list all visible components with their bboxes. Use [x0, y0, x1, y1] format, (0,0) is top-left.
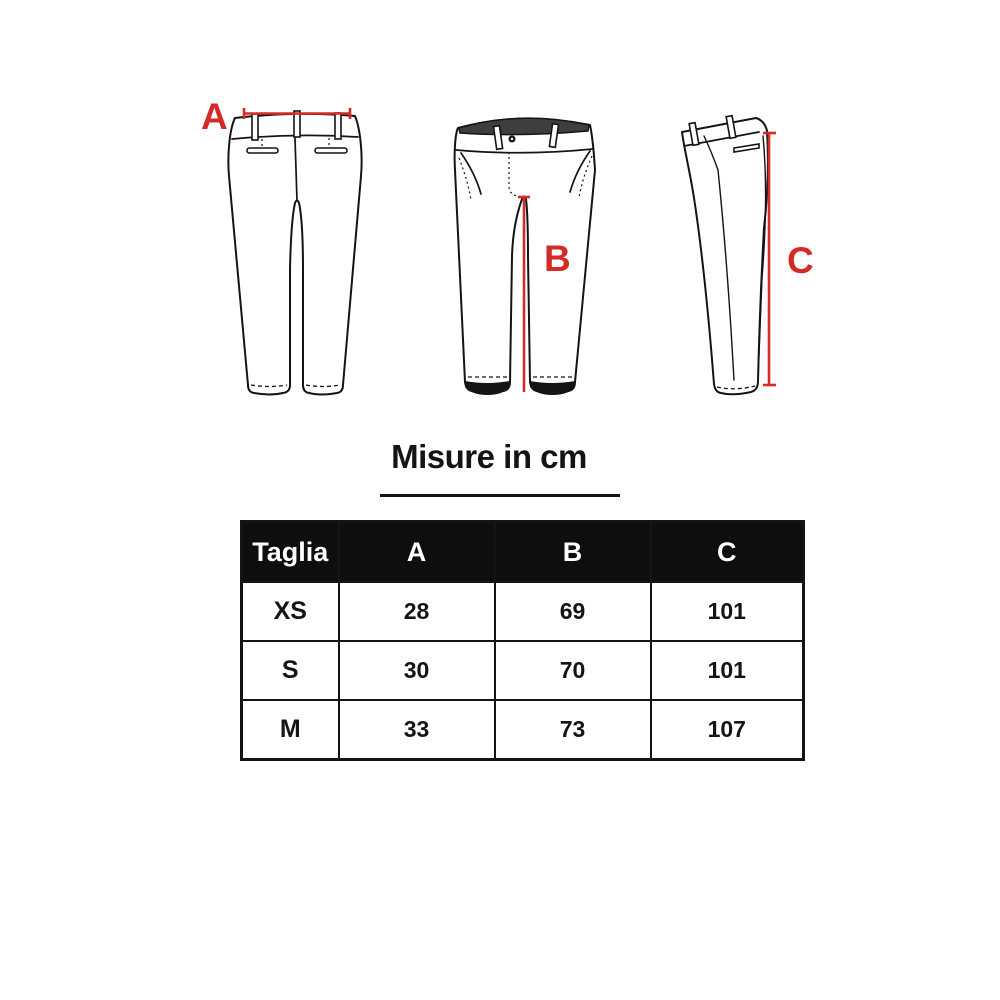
- measure-label-a: A: [201, 96, 228, 137]
- size-cell: M: [242, 700, 339, 760]
- measure-label-c: C: [787, 240, 814, 281]
- table-row-xs: [242, 582, 804, 641]
- measure-cell: 101: [651, 641, 804, 700]
- waist-button-hole: [511, 138, 513, 140]
- belt-loop: [294, 111, 300, 137]
- pants-front-view-drawing: [452, 106, 625, 400]
- header-cell-c: C: [651, 522, 804, 583]
- size-cell: XS: [242, 582, 339, 641]
- measure-cell: 69: [495, 582, 651, 641]
- measure-cell: 30: [339, 641, 495, 700]
- size-table: [240, 520, 805, 761]
- pants-side-view-drawing: [672, 108, 790, 402]
- pants-side-body: [682, 116, 768, 395]
- size-cell: S: [242, 641, 339, 700]
- belt-loop: [335, 113, 341, 139]
- belt-loop: [252, 114, 258, 140]
- page-title: Misure in cm: [391, 438, 587, 475]
- title-underline: [380, 494, 620, 497]
- measure-cell: 33: [339, 700, 495, 760]
- pants-back-view-drawing: [222, 108, 368, 403]
- measure-label-b: B: [544, 238, 571, 279]
- size-table-header-row: [242, 522, 804, 583]
- measure-cell: 73: [495, 700, 651, 760]
- header-cell-taglia: Taglia: [242, 522, 339, 583]
- dark-hem-cuff: [465, 381, 510, 395]
- table-row-m: [242, 700, 804, 760]
- pants-back-body: [228, 111, 361, 395]
- dark-hem-cuff: [530, 381, 575, 395]
- header-cell-b: B: [495, 522, 651, 583]
- back-welt-pocket: [247, 148, 278, 153]
- table-row-s: [242, 641, 804, 700]
- measure-cell: 101: [651, 582, 804, 641]
- back-welt-pocket: [315, 148, 347, 153]
- measure-cell: 28: [339, 582, 495, 641]
- header-cell-a: A: [339, 522, 495, 583]
- measure-cell: 70: [495, 641, 651, 700]
- measure-cell: 107: [651, 700, 804, 760]
- waistband-inner-dark: [459, 118, 589, 134]
